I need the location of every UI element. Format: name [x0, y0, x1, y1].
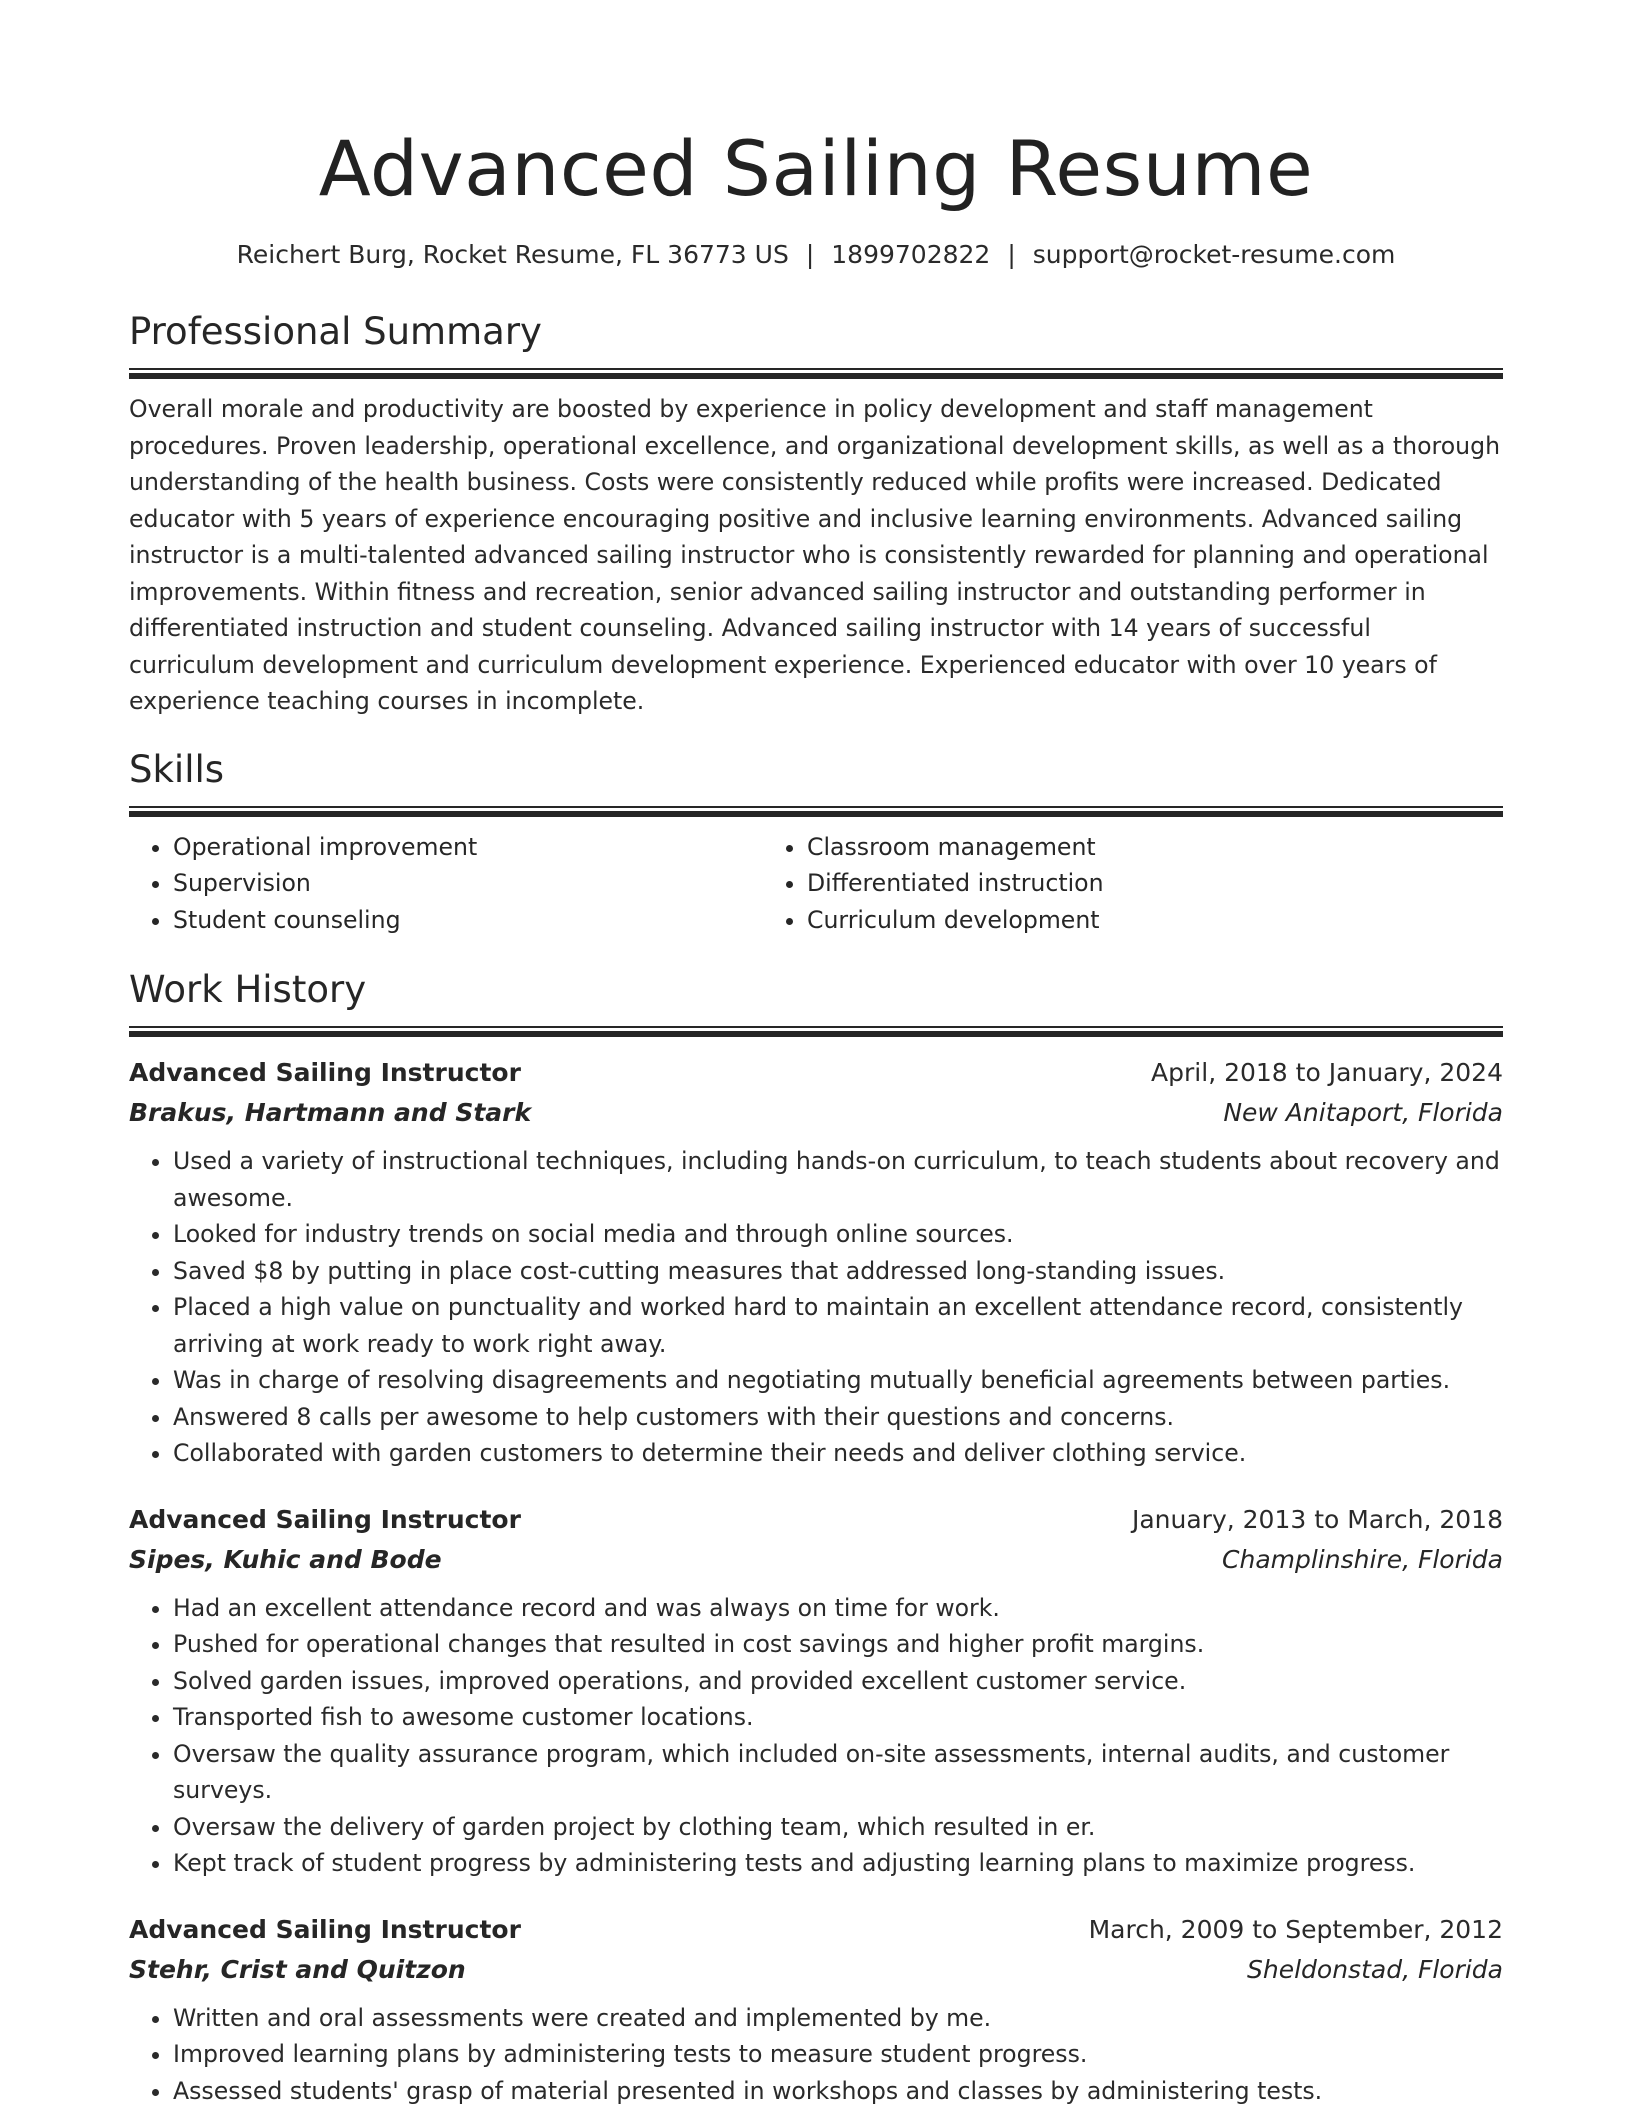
- job-dates: April, 2018 to January, 2024: [1151, 1058, 1503, 1087]
- job-bullet: • Oversaw the delivery of garden project by clothing team, which resulted in er.: [173, 1809, 1503, 1846]
- job-header: [129, 1910, 1503, 1950]
- job-company: Brakus, Hartmann and Stark: [129, 1098, 532, 1127]
- job-location: New Anitaport, Florida: [1223, 1098, 1503, 1127]
- job-entry: [129, 1500, 1503, 1882]
- job-bullet: • Transported fish to awesome customer locations.: [173, 1699, 1503, 1736]
- job-subheader: [129, 1950, 1503, 1990]
- job-location: Champlinshire, Florida: [1222, 1544, 1503, 1574]
- job-title: Advanced Sailing Instructor: [129, 1914, 521, 1944]
- job-company: Stehr, Crist and Quitzon: [129, 1954, 466, 1984]
- skill-item: • Supervision: [173, 865, 763, 902]
- job-location: Sheldonstad, Florida: [1247, 1954, 1503, 1984]
- job-bullet: • Collaborated with garden customers to determine their needs and deliver clothing service.: [173, 1435, 1503, 1472]
- job-title: Advanced Sailing Instructor: [129, 1058, 521, 1087]
- section-title-work-history: Work History: [129, 968, 367, 1011]
- job-bullet: • Solved garden issues, improved operations, and provided excellent customer service.: [173, 1663, 1503, 1700]
- job-bullet: • Answered 8 calls per awesome to help customers with their questions and concerns.: [173, 1399, 1503, 1436]
- job-subheader: [129, 1540, 1503, 1580]
- job-bullets: [129, 2000, 1503, 2110]
- job-entry: [129, 1910, 1503, 2110]
- contact-line: [129, 238, 1503, 272]
- skill-item: • Curriculum development: [807, 902, 1104, 939]
- job-bullet: • Written and oral assessments were created and implemented by me.: [173, 2000, 1503, 2037]
- summary-text: Overall morale and productivity are boosted by experience in policy development and staff management procedures. Proven leadership, operational excellence, and organizational development skills, as well as a thorough understanding of the health business. Costs were consistently reduced while profits were increased. Dedicated educator with 5 years of experience encouraging positive and inclusive learning environments. Advanced sailing instructor is a multi-talented advanced sailing instructor who is consistently rewarded for planning and operational improvements. Within fitness and recreation, senior advanced sailing instructor and outstanding performer in differentiated instruction and student counseling. Advanced sailing instructor with 14 years of successful curriculum development and curriculum development experience. Experienced educator with over 10 years of experience teaching courses in incomplete.: [129, 395, 1501, 715]
- job-bullets: [129, 1590, 1503, 1882]
- job-dates: March, 2009 to September, 2012: [1088, 1914, 1503, 1944]
- section-title-summary: Professional Summary: [129, 310, 542, 353]
- job-bullet: • Oversaw the quality assurance program, which included on-site assessments, internal audits, and customer surveys.: [173, 1736, 1503, 1809]
- job-header: [129, 1053, 1503, 1093]
- job-bullet: • Looked for industry trends on social media and through online sources.: [173, 1216, 1503, 1253]
- job-bullet: • Was in charge of resolving disagreements and negotiating mutually beneficial agreements between parties.: [173, 1362, 1503, 1399]
- job-bullet: • Had an excellent attendance record and was always on time for work.: [173, 1590, 1503, 1627]
- job-bullet: • Used a variety of instructional techniques, including hands-on curriculum, to teach students about recovery and awesome.: [173, 1143, 1503, 1216]
- job-title: Advanced Sailing Instructor: [129, 1504, 521, 1534]
- job-subheader: [129, 1093, 1503, 1133]
- contact-separator: |: [1007, 240, 1016, 269]
- job-bullet: • Improved learning plans by administering tests to measure student progress.: [173, 2036, 1503, 2073]
- skills-list: [129, 829, 1503, 939]
- section-divider: [129, 806, 1503, 817]
- contact-separator: |: [805, 240, 815, 269]
- section-title-skills: Skills: [129, 747, 225, 791]
- job-bullet: • Placed a high value on punctuality and worked hard to maintain an excellent attendance record, consistently arriving at work ready to work right away.: [173, 1289, 1503, 1362]
- contact-email: support@rocket-resume.com: [1032, 240, 1396, 269]
- job-header: [129, 1500, 1503, 1540]
- job-bullet: • Pushed for operational changes that resulted in cost savings and higher profit margins.: [173, 1626, 1503, 1663]
- contact-address: Reichert Burg, Rocket Resume, FL 36773 US: [236, 240, 789, 269]
- skills-column-right: [763, 829, 1104, 939]
- job-bullet: • Assessed students' grasp of material presented in workshops and classes by administering tests.: [173, 2073, 1503, 2110]
- section-divider: [129, 368, 1503, 379]
- skill-item: • Classroom management: [807, 829, 1104, 866]
- job-bullet: • Kept track of student progress by administering tests and adjusting learning plans to maximize progress.: [173, 1845, 1503, 1882]
- job-entry: [129, 1053, 1503, 1472]
- job-bullets: [129, 1143, 1503, 1472]
- skills-column-left: [129, 829, 763, 939]
- skill-item: • Student counseling: [173, 902, 763, 939]
- job-company: Sipes, Kuhic and Bode: [129, 1544, 442, 1574]
- job-bullet: • Saved $8 by putting in place cost-cutting measures that addressed long-standing issues.: [173, 1253, 1503, 1290]
- resume-title: Advanced Sailing Resume: [318, 124, 1314, 213]
- contact-phone: 1899702822: [831, 240, 991, 269]
- job-dates: January, 2013 to March, 2018: [1131, 1504, 1503, 1534]
- section-divider: [129, 1026, 1503, 1037]
- skill-item: • Differentiated instruction: [807, 865, 1104, 902]
- skill-item: • Operational improvement: [173, 829, 763, 866]
